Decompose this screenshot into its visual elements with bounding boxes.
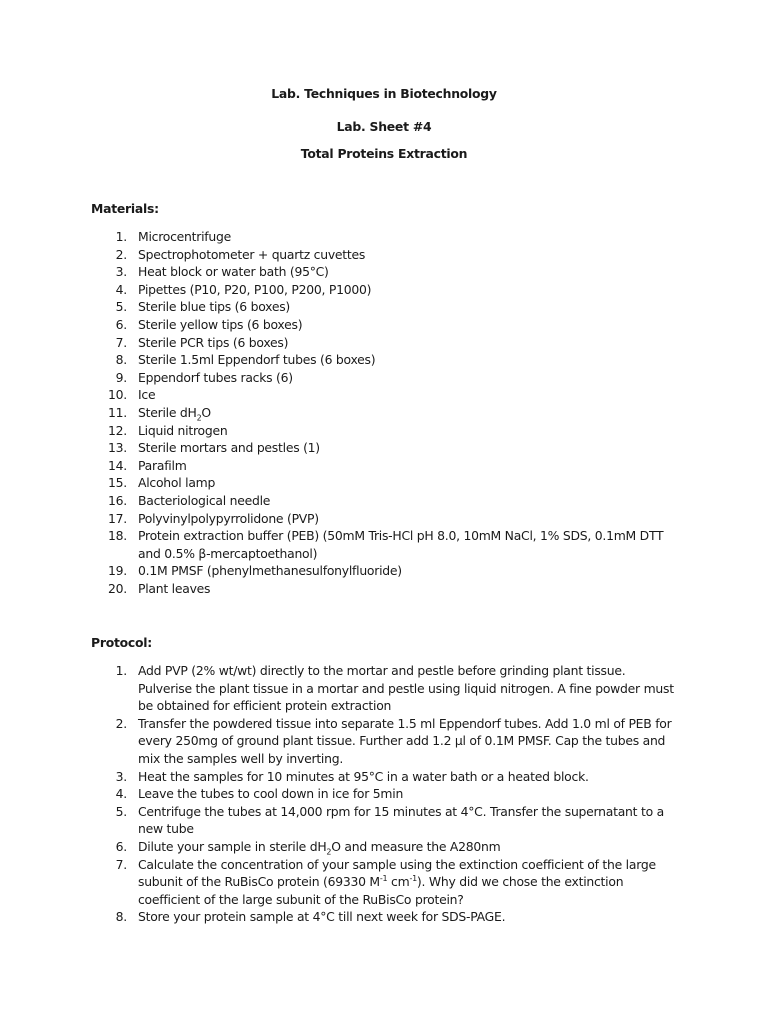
item-number: 6.: [115, 316, 127, 332]
item-number: 17.: [108, 510, 127, 526]
protocol-heading: Protocol:: [91, 635, 152, 650]
item-text: Heat block or water bath (95°C): [138, 264, 329, 280]
item-text: Eppendorf tubes racks (6): [138, 369, 293, 385]
sheet-topic: Total Proteins Extraction: [300, 146, 468, 161]
course-title: Lab. Techniques in Biotechnology: [271, 86, 497, 101]
sheet-number: Lab. Sheet #4: [336, 119, 432, 134]
item-text: Alcohol lamp: [138, 475, 216, 491]
item-text: Spectrophotometer + quartz cuvettes: [138, 246, 366, 262]
item-text: Parafilm: [138, 457, 187, 473]
item-text: Sterile yellow tips (6 boxes): [138, 316, 303, 332]
protocol-list: [0, 662, 768, 926]
list-item: [0, 715, 768, 768]
step-text-post: ). Why did we chose the extinction coefficient of the large subunit of the RuBisCo protein?: [138, 874, 624, 907]
list-item: [0, 246, 768, 264]
item-number: 3.: [115, 264, 127, 280]
list-item: [0, 510, 768, 528]
step-number: 8.: [115, 909, 127, 925]
list-item: [0, 369, 768, 387]
step-number: 4.: [115, 786, 127, 802]
step-number: 7.: [115, 856, 127, 872]
item-number: 20.: [108, 580, 127, 596]
item-text: Pipettes (P10, P20, P100, P200, P1000): [138, 281, 372, 297]
item-number: 13.: [108, 440, 127, 456]
superscript: -1: [409, 874, 417, 883]
item-number: 7.: [115, 334, 127, 350]
item-number: 12.: [108, 422, 127, 438]
item-number: 11.: [108, 404, 127, 420]
list-item: [0, 298, 768, 316]
list-item: [0, 908, 768, 926]
step-text: Add PVP (2% wt/wt) directly to the mortar and pestle before grinding plant tissue. Pulverise the plant tissue in a mortar and pestle using liquid nitrogen. A fine powder must be obtained for efficient protein extraction: [138, 663, 674, 714]
list-item: [0, 474, 768, 492]
list-item: [0, 785, 768, 803]
item-number: 14.: [108, 457, 127, 473]
step-text-pre: Dilute your sample in sterile dH: [138, 838, 327, 854]
step-text: Transfer the powdered tissue into separate 1.5 ml Eppendorf tubes. Add 1.0 ml of PEB for every 250mg of ground plant tissue. Further add 1.2 µl of 0.1M PMSF. Cap the tubes and mix the samples well by inverting.: [138, 715, 672, 766]
step-number: 6.: [115, 838, 127, 854]
item-text: Liquid nitrogen: [138, 422, 228, 438]
list-item: [0, 662, 768, 715]
list-item: [0, 281, 768, 299]
list-item: [0, 856, 768, 909]
list-item: [0, 386, 768, 404]
list-item: [0, 768, 768, 786]
step-number: 2.: [115, 715, 127, 731]
list-item: [0, 562, 768, 580]
item-text-post: O: [201, 404, 211, 420]
list-item: [0, 580, 768, 598]
list-item: [0, 803, 768, 838]
list-item: [0, 316, 768, 334]
item-number: 18.: [108, 528, 127, 544]
list-item: [0, 527, 768, 562]
item-number: 9.: [115, 369, 127, 385]
list-item: [0, 457, 768, 475]
list-item: [0, 422, 768, 440]
item-number: 16.: [108, 492, 127, 508]
subscript: 2: [326, 847, 332, 857]
step-text-mid: cm: [387, 874, 410, 890]
item-text: Ice: [138, 387, 156, 403]
step-text: Leave the tubes to cool down in ice for 5min: [138, 786, 404, 802]
list-item: [0, 404, 768, 422]
step-number: 5.: [115, 803, 127, 819]
item-number: 15.: [108, 475, 127, 491]
subscript: 2: [196, 413, 202, 423]
item-text: Plant leaves: [138, 580, 211, 596]
item-number: 10.: [108, 387, 127, 403]
item-text: Bacteriological needle: [138, 492, 271, 508]
step-text: Centrifuge the tubes at 14,000 rpm for 15 minutes at 4°C. Transfer the supernatant to a new tube: [138, 803, 664, 837]
list-item: [0, 439, 768, 457]
list-item: [0, 334, 768, 352]
step-text: Heat the samples for 10 minutes at 95°C in a water bath or a heated block.: [138, 768, 589, 784]
step-text: Store your protein sample at 4°C till next week for SDS-PAGE.: [138, 909, 506, 925]
item-text: 0.1M PMSF (phenylmethanesulfonylfluoride): [138, 563, 402, 579]
item-number: 5.: [115, 299, 127, 315]
materials-list: [0, 228, 768, 597]
list-item: [0, 263, 768, 281]
list-item: [0, 492, 768, 510]
list-item: [0, 228, 768, 246]
item-text-pre: Sterile dH: [138, 404, 197, 420]
item-number: 4.: [115, 281, 127, 297]
step-number: 1.: [115, 663, 127, 678]
item-text: Sterile blue tips (6 boxes): [138, 299, 291, 315]
item-text: Microcentrifuge: [138, 229, 231, 244]
materials-heading: Materials:: [91, 201, 159, 216]
step-text-pre: Calculate the concentration of your sample using the extinction coefficient of the large subunit of the RuBisCo protein (69330 M: [138, 856, 656, 890]
item-text: Sterile PCR tips (6 boxes): [138, 334, 289, 350]
superscript: -1: [379, 874, 388, 883]
item-text: Protein extraction buffer (PEB) (50mM Tris-HCl pH 8.0, 10mM NaCl, 1% SDS, 0.1mM DTT and 0.5% β-mercaptoethanol): [138, 528, 664, 561]
item-text: Sterile 1.5ml Eppendorf tubes (6 boxes): [138, 352, 376, 368]
item-number: 1.: [115, 229, 127, 244]
item-number: 19.: [108, 563, 127, 579]
list-item: [0, 351, 768, 369]
item-number: 2.: [115, 246, 127, 262]
step-text-post: O and measure the A280nm: [331, 838, 501, 854]
item-text: Sterile mortars and pestles (1): [138, 440, 320, 456]
item-number: 8.: [115, 352, 127, 368]
list-item: [0, 838, 768, 856]
item-text: Polyvinylpolypyrrolidone (PVP): [138, 510, 319, 526]
step-number: 3.: [115, 768, 127, 784]
